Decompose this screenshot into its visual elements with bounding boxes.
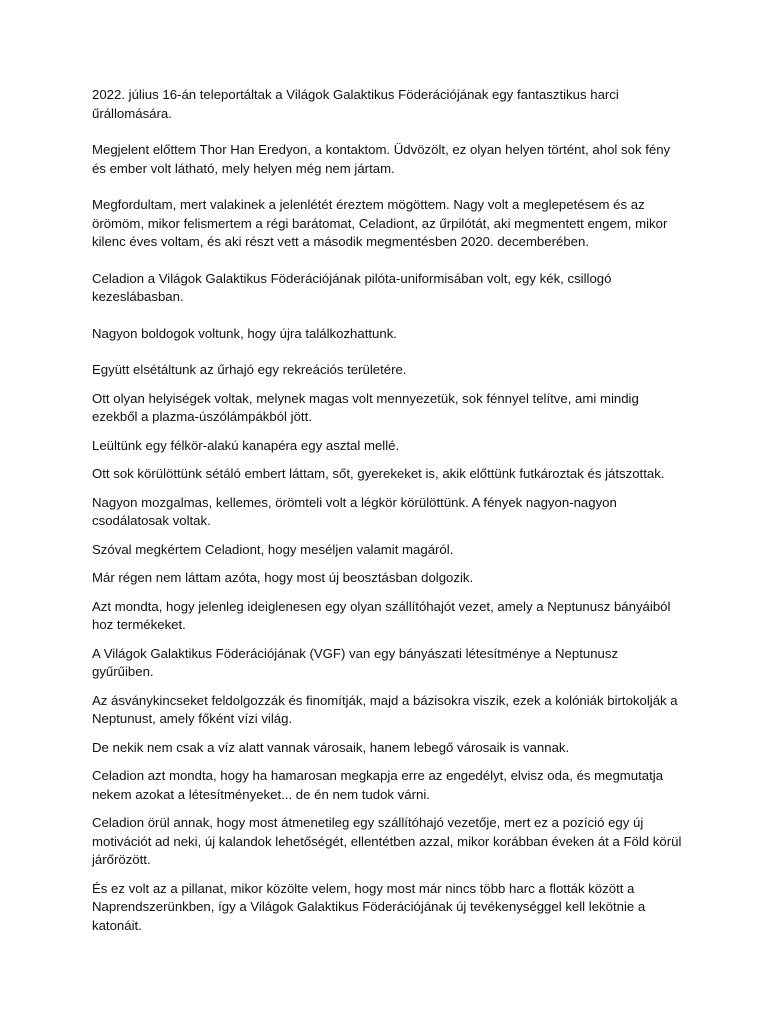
paragraph: Már régen nem láttam azóta, hogy most új beosztásban dolgozik. — [92, 570, 474, 585]
paragraph: Celadion örül annak, hogy most átmenetileg egy szállítóhajó vezetője, mert ez a pozíció egy új motivációt ad neki, új kalandok lehetőségét, ellentétben azzal, mikor korábban éveken át a Föld körül járőrözött. — [92, 815, 682, 867]
paragraph: Nagyon boldogok voltunk, hogy újra találkozhattunk. — [92, 325, 397, 341]
paragraph: Az ásványkincseket feldolgozzák és finomítják, majd a bázisokra viszik, ezek a kolóniák birtokolják a Neptunust, amely főként vízi világ. — [92, 692, 678, 726]
paragraph: Megjelent előttem Thor Han Eredyon, a kontaktom. Üdvözölt, ez olyan helyen történt, ahol sok fény és ember volt látható, mely helyen még nem jártam. — [92, 142, 671, 176]
paragraph: Celadion azt mondta, hogy ha hamarosan megkapja erre az engedélyt, elvisz oda, és megmutatja nekem azokat a létesítményeket... de én nem tudok várni. — [92, 768, 664, 802]
paragraph: A Világok Galaktikus Föderációjának (VGF) van egy bányászati létesítménye a Neptunusz gyűrűiben. — [92, 645, 619, 679]
paragraph: Nagyon mozgalmas, kellemes, örömteli volt a légkör körülöttünk. A fények nagyon-nagyon csodálatosak voltak. — [92, 494, 617, 528]
paragraph: Szóval megkértem Celadiont, hogy meséljen valamit magáról. — [92, 541, 454, 557]
paragraph: Együtt elsétáltunk az űrhajó egy rekreációs területére. — [92, 362, 407, 377]
paragraph: Leültünk egy félkör-alakú kanapéra egy asztal mellé. — [92, 437, 400, 453]
paragraph: De nekik nem csak a víz alatt vannak városaik, hanem lebegő városaik is vannak. — [92, 739, 570, 755]
paragraph: Celadion a Világok Galaktikus Föderációjának pilóta-uniformisában volt, egy kék, csillogó kezeslábasban. — [92, 270, 612, 304]
paragraph: Megfordultam, mert valakinek a jelenlétét éreztem mögöttem. Nagy volt a meglepetésem és az örömöm, mikor felismertem a régi barátomat, Celadiont, az űrpilótát, aki megmentett engem, mikor kilenc éves voltam, és aki részt vett a második megmentésben 2020. decemberében. — [92, 197, 668, 249]
paragraph: Ott sok körülöttünk sétáló embert láttam, sőt, gyerekeket is, akik előttünk futkároztak és játszottak. — [92, 466, 665, 481]
document-body — [92, 86, 682, 945]
paragraph: 2022. július 16-án teleportáltak a Világok Galaktikus Föderációjának egy fantasztikus harci űrállomására. — [92, 87, 619, 121]
paragraph: Ott olyan helyiségek voltak, melynek magas volt mennyezetük, sok fénnyel telítve, ami mindig ezekből a plazma-úszólámpákból jött. — [92, 390, 639, 424]
paragraph: És ez volt az a pillanat, mikor közölte velem, hogy most már nincs több harc a flották között a Naprendszerünkben, így a Világok Galaktikus Föderációjának új tevékenységgel kell lekötnie a katonáit. — [92, 880, 646, 933]
paragraph: Azt mondta, hogy jelenleg ideiglenesen egy olyan szállítóhajót vezet, amely a Neptunusz bányáiból hoz termékeket. — [92, 598, 671, 632]
